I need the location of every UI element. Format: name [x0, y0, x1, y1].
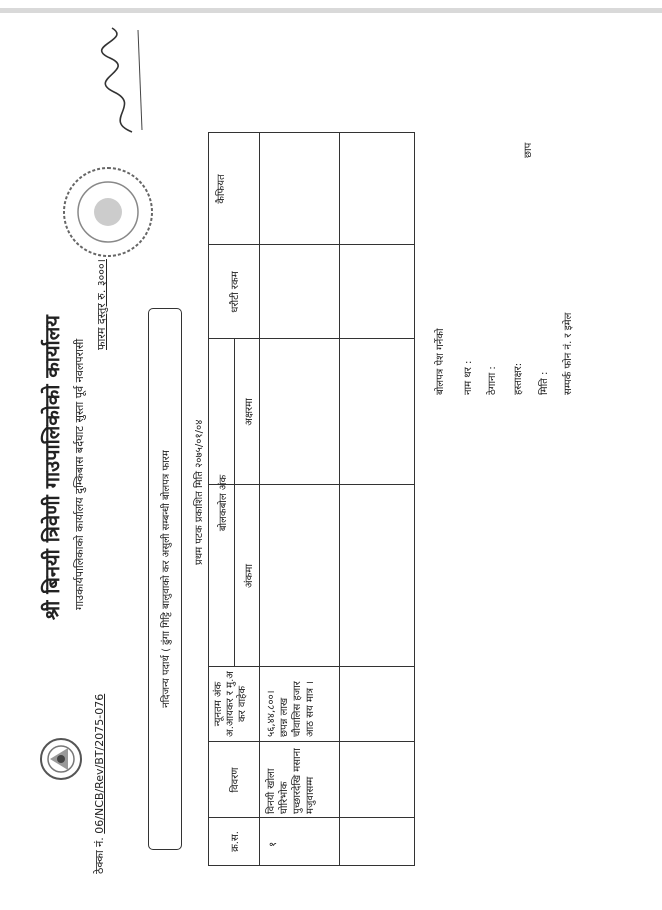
- bidder-phone: सम्पर्क फोन नं. र इमेल: [563, 312, 574, 395]
- header-sn: क्र.स.: [230, 831, 241, 852]
- form-fee: फारम दस्तुर रु. ३०००।: [95, 259, 108, 350]
- header-in-words: अक्षरमा: [244, 398, 255, 426]
- bidder-signature: हस्ताक्षर:: [513, 362, 524, 395]
- bidder-name: नाम थर :: [463, 360, 474, 395]
- row-sn: १: [268, 841, 279, 847]
- table-row-rule: [339, 133, 340, 865]
- row-min-amount: ५६,४४,८००। छपन्न लाख चौवालिस हजार आठ सय मात्र ।: [266, 680, 316, 737]
- header-description: विवरण: [230, 767, 241, 793]
- notice-box: [148, 308, 182, 850]
- publish-date-line: प्रथम पटक प्रकाशित मिति २०७५/०१/०४: [194, 419, 205, 565]
- header-in-figures: अंकमा: [244, 564, 255, 588]
- table-header-rule: [259, 133, 260, 865]
- header-bid-amount: बोलकबोल अंक: [218, 474, 229, 532]
- bid-table: [208, 132, 415, 866]
- contract-label: ठेक्का नं.: [93, 837, 106, 874]
- header-remarks: कैफियत: [216, 174, 227, 204]
- header-min-amount: न्यूनतम अंक अ.आयकर र मु.अ कर वाहेक: [213, 671, 248, 737]
- table-divider: [209, 666, 414, 667]
- contract-number: [92, 694, 107, 874]
- stamp-label: छाप: [523, 142, 534, 158]
- nepal-emblem-logo-icon: [38, 736, 84, 782]
- row-description: विनयी खोला घोरिभोक पुच्छारदेखि मसाना मजुवासम्म: [266, 748, 316, 814]
- bidder-heading: बोलपत्र पेश गर्नेको: [435, 328, 446, 395]
- notice-text: नदिजन्य पदार्थ ( ढुंगा गिट्टि बालुवाको कर असुली सम्बन्धी बोलपत्र फारम: [161, 450, 172, 708]
- header-deposit: धरौटी रकम: [230, 271, 241, 313]
- bidder-address: ठेगाना :: [487, 366, 498, 395]
- office-title: श्री बिनयी त्रिवेणी गाउपालिकोको कार्यालय: [40, 315, 64, 620]
- bidder-date: मिति :: [539, 371, 550, 395]
- table-subheader-rule: [234, 339, 235, 667]
- official-signature-icon: [92, 20, 152, 140]
- office-seal-icon: [60, 164, 156, 260]
- contract-no: 06/NCB/Rev/BT/2075-076: [93, 693, 106, 834]
- office-subtitle: गाउकार्यपालिकाको कार्यालय दुम्किबास बर्दघाट सुस्ता पूर्व नवलपरासी: [73, 338, 86, 610]
- table-divider: [209, 484, 414, 485]
